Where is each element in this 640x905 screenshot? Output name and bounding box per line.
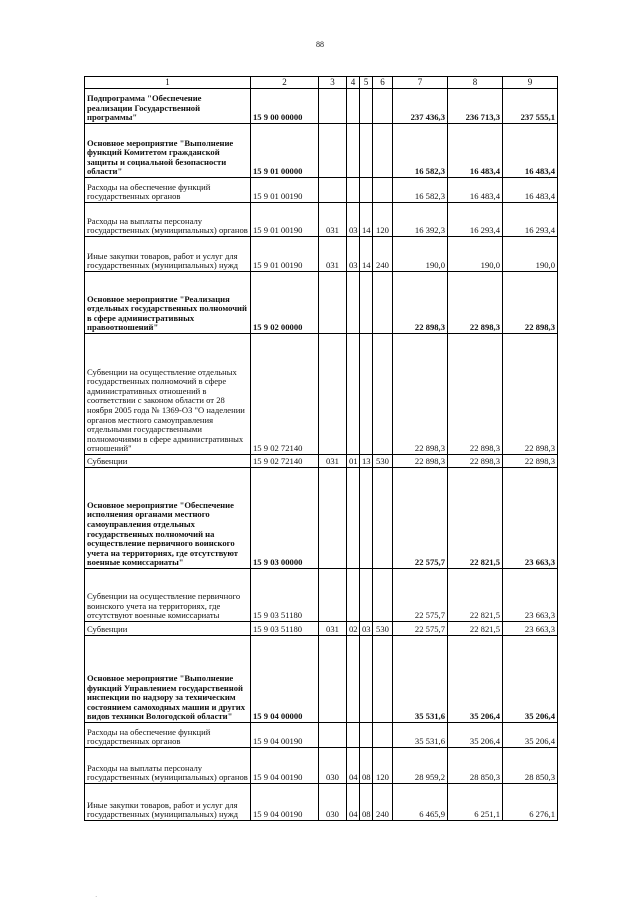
row-amount-cell: 22 575,7 xyxy=(393,569,448,622)
row-name-cell: Иные закупки товаров, работ и услуг для государственных (муниципальных) нужд xyxy=(85,237,251,272)
row-expense-type-cell: 240 xyxy=(373,237,393,272)
row-ministry-cell xyxy=(319,468,347,569)
row-section-cell xyxy=(347,468,360,569)
row-subsection-cell: 14 xyxy=(360,203,373,237)
column-number-cell: 7 xyxy=(393,77,448,89)
row-code-cell: 15 9 04 00190 xyxy=(251,784,319,821)
row-amount-cell: 35 206,4 xyxy=(503,636,558,723)
row-expense-type-cell xyxy=(373,569,393,622)
row-subsection-cell: 08 xyxy=(360,784,373,821)
row-amount-cell: 22 898,3 xyxy=(503,455,558,468)
table-row xyxy=(85,334,558,455)
row-name-cell: Подпрограмма "Обеспечение реализации Государственной программы" xyxy=(85,89,251,124)
row-name-cell: Субвенции xyxy=(85,455,251,468)
row-amount-cell: 22 898,3 xyxy=(448,272,503,334)
row-amount-cell: 237 436,3 xyxy=(393,89,448,124)
row-section-cell xyxy=(347,178,360,203)
column-number-cell: 8 xyxy=(448,77,503,89)
row-code-cell: 15 9 03 51180 xyxy=(251,569,319,622)
row-amount-cell: 190,0 xyxy=(448,237,503,272)
row-amount-cell: 6 251,1 xyxy=(448,784,503,821)
column-number-cell: 1 xyxy=(85,77,251,89)
row-expense-type-cell xyxy=(373,124,393,178)
row-code-cell: 15 9 02 72140 xyxy=(251,334,319,455)
row-amount-cell: 28 850,3 xyxy=(448,748,503,784)
row-subsection-cell xyxy=(360,723,373,748)
row-name-cell: Иные закупки товаров, работ и услуг для государственных (муниципальных) нужд xyxy=(85,784,251,821)
row-code-cell: 15 9 04 00190 xyxy=(251,723,319,748)
row-subsection-cell xyxy=(360,569,373,622)
row-ministry-cell xyxy=(319,569,347,622)
row-amount-cell: 22 898,3 xyxy=(393,455,448,468)
row-section-cell: 01 xyxy=(347,455,360,468)
row-ministry-cell: 030 xyxy=(319,748,347,784)
column-number-row xyxy=(85,77,558,89)
row-amount-cell: 16 483,4 xyxy=(448,178,503,203)
row-ministry-cell: 030 xyxy=(319,784,347,821)
row-amount-cell: 35 206,4 xyxy=(448,723,503,748)
row-expense-type-cell xyxy=(373,334,393,455)
row-expense-type-cell xyxy=(373,178,393,203)
row-ministry-cell xyxy=(319,124,347,178)
table-row xyxy=(85,89,558,124)
row-expense-type-cell: 240 xyxy=(373,784,393,821)
row-expense-type-cell xyxy=(373,89,393,124)
row-code-cell: 15 9 03 00000 xyxy=(251,468,319,569)
row-amount-cell: 22 898,3 xyxy=(503,272,558,334)
row-code-cell: 15 9 01 00190 xyxy=(251,237,319,272)
row-ministry-cell xyxy=(319,178,347,203)
row-section-cell xyxy=(347,636,360,723)
row-amount-cell: 22 821,5 xyxy=(448,569,503,622)
row-code-cell: 15 9 01 00000 xyxy=(251,124,319,178)
table-row xyxy=(85,237,558,272)
row-expense-type-cell: 530 xyxy=(373,455,393,468)
table-row xyxy=(85,468,558,569)
row-subsection-cell xyxy=(360,178,373,203)
row-amount-cell: 22 898,3 xyxy=(448,455,503,468)
row-subsection-cell xyxy=(360,89,373,124)
row-amount-cell: 16 582,3 xyxy=(393,178,448,203)
row-section-cell: 03 xyxy=(347,203,360,237)
row-ministry-cell xyxy=(319,334,347,455)
row-amount-cell: 28 850,3 xyxy=(503,748,558,784)
table-row xyxy=(85,124,558,178)
row-name-cell: Расходы на выплаты персоналу государственных (муниципальных) органов xyxy=(85,203,251,237)
row-ministry-cell: 031 xyxy=(319,203,347,237)
row-amount-cell: 22 898,3 xyxy=(448,334,503,455)
row-subsection-cell: 08 xyxy=(360,748,373,784)
row-amount-cell: 6 276,1 xyxy=(503,784,558,821)
row-name-cell: Субвенции на осуществление отдельных государственных полномочий в сфере административных отношений в соответствии с законом области от 28 ноября 2005 года № 1369-ОЗ "О наделении органов местного самоуправления отдельными государственными полномочиями в сфере административных отношений" xyxy=(85,334,251,455)
row-amount-cell: 22 898,3 xyxy=(393,272,448,334)
row-code-cell: 15 9 02 72140 xyxy=(251,455,319,468)
row-subsection-cell xyxy=(360,636,373,723)
row-amount-cell: 16 293,4 xyxy=(503,203,558,237)
row-subsection-cell: 13 xyxy=(360,455,373,468)
row-amount-cell: 22 821,5 xyxy=(448,468,503,569)
row-amount-cell: 35 531,6 xyxy=(393,636,448,723)
row-amount-cell: 22 898,3 xyxy=(393,334,448,455)
row-code-cell: 15 9 01 00190 xyxy=(251,203,319,237)
row-expense-type-cell xyxy=(373,723,393,748)
row-amount-cell: 16 582,3 xyxy=(393,124,448,178)
row-expense-type-cell xyxy=(373,272,393,334)
row-amount-cell: 23 663,3 xyxy=(503,622,558,636)
column-number-cell: 4 xyxy=(347,77,360,89)
row-section-cell xyxy=(347,89,360,124)
table-row xyxy=(85,723,558,748)
row-expense-type-cell xyxy=(373,468,393,569)
row-name-cell: Субвенции xyxy=(85,622,251,636)
row-section-cell xyxy=(347,723,360,748)
row-amount-cell: 16 483,4 xyxy=(448,124,503,178)
row-amount-cell: 16 483,4 xyxy=(503,124,558,178)
row-name-cell: Основное мероприятие "Выполнение функций Управлением государственной инспекции по надзору за техническим состоянием самоходных машин и других видов техники Вологодской области" xyxy=(85,636,251,723)
table-row xyxy=(85,748,558,784)
row-expense-type-cell: 530 xyxy=(373,622,393,636)
row-section-cell: 02 xyxy=(347,622,360,636)
row-section-cell xyxy=(347,272,360,334)
row-amount-cell: 22 821,5 xyxy=(448,622,503,636)
row-amount-cell: 16 392,3 xyxy=(393,203,448,237)
row-name-cell: Основное мероприятие "Реализация отдельных государственных полномочий в сфере административных правоотношений" xyxy=(85,272,251,334)
row-amount-cell: 23 663,3 xyxy=(503,468,558,569)
table-row xyxy=(85,203,558,237)
scan-mark: · xyxy=(95,893,98,901)
row-amount-cell: 23 663,3 xyxy=(503,569,558,622)
row-section-cell xyxy=(347,124,360,178)
table-row xyxy=(85,622,558,636)
row-ministry-cell: 031 xyxy=(319,622,347,636)
row-amount-cell: 190,0 xyxy=(503,237,558,272)
row-name-cell: Расходы на выплаты персоналу государственных (муниципальных) органов xyxy=(85,748,251,784)
row-subsection-cell xyxy=(360,272,373,334)
table-row xyxy=(85,784,558,821)
table-row xyxy=(85,272,558,334)
row-subsection-cell xyxy=(360,124,373,178)
row-amount-cell: 35 206,4 xyxy=(448,636,503,723)
table-row xyxy=(85,636,558,723)
page-number: 88 xyxy=(316,40,324,49)
row-amount-cell: 22 575,7 xyxy=(393,468,448,569)
row-amount-cell: 28 959,2 xyxy=(393,748,448,784)
row-ministry-cell xyxy=(319,272,347,334)
row-expense-type-cell xyxy=(373,636,393,723)
row-section-cell: 04 xyxy=(347,748,360,784)
row-name-cell: Субвенции на осуществление первичного воинского учета на территориях, где отсутствуют военные комиссариаты xyxy=(85,569,251,622)
row-subsection-cell xyxy=(360,468,373,569)
row-subsection-cell: 14 xyxy=(360,237,373,272)
row-name-cell: Основное мероприятие "Выполнение функций Комитетом гражданской защиты и социальной безопасности области" xyxy=(85,124,251,178)
row-subsection-cell xyxy=(360,334,373,455)
budget-table xyxy=(84,76,558,821)
row-expense-type-cell: 120 xyxy=(373,748,393,784)
row-expense-type-cell: 120 xyxy=(373,203,393,237)
row-code-cell: 15 9 03 51180 xyxy=(251,622,319,636)
row-amount-cell: 35 531,6 xyxy=(393,723,448,748)
row-code-cell: 15 9 04 00190 xyxy=(251,748,319,784)
row-name-cell: Расходы на обеспечение функций государственных органов xyxy=(85,723,251,748)
table-body xyxy=(85,89,558,821)
table-row xyxy=(85,455,558,468)
row-amount-cell: 22 898,3 xyxy=(503,334,558,455)
row-ministry-cell: 031 xyxy=(319,237,347,272)
row-code-cell: 15 9 01 00190 xyxy=(251,178,319,203)
table-row xyxy=(85,569,558,622)
row-section-cell: 03 xyxy=(347,237,360,272)
row-amount-cell: 22 575,7 xyxy=(393,622,448,636)
row-section-cell xyxy=(347,569,360,622)
column-number-cell: 5 xyxy=(360,77,373,89)
row-amount-cell: 190,0 xyxy=(393,237,448,272)
row-ministry-cell xyxy=(319,636,347,723)
row-ministry-cell: 031 xyxy=(319,455,347,468)
row-code-cell: 15 9 02 00000 xyxy=(251,272,319,334)
table-row xyxy=(85,178,558,203)
row-amount-cell: 35 206,4 xyxy=(503,723,558,748)
column-number-cell: 6 xyxy=(373,77,393,89)
row-name-cell: Основное мероприятие "Обеспечение исполнения органами местного самоуправления отдельных государственных полномочий на осуществление первичного воинского учета на территориях, где отсутствуют военные комиссариаты" xyxy=(85,468,251,569)
row-name-cell: Расходы на обеспечение функций государственных органов xyxy=(85,178,251,203)
row-amount-cell: 6 465,9 xyxy=(393,784,448,821)
row-section-cell xyxy=(347,334,360,455)
row-amount-cell: 236 713,3 xyxy=(448,89,503,124)
row-subsection-cell: 03 xyxy=(360,622,373,636)
row-amount-cell: 16 293,4 xyxy=(448,203,503,237)
column-number-cell: 9 xyxy=(503,77,558,89)
row-ministry-cell xyxy=(319,723,347,748)
column-number-cell: 3 xyxy=(319,77,347,89)
row-code-cell: 15 9 04 00000 xyxy=(251,636,319,723)
row-amount-cell: 16 483,4 xyxy=(503,178,558,203)
row-code-cell: 15 9 00 00000 xyxy=(251,89,319,124)
row-section-cell: 04 xyxy=(347,784,360,821)
row-amount-cell: 237 555,1 xyxy=(503,89,558,124)
row-ministry-cell xyxy=(319,89,347,124)
column-number-cell: 2 xyxy=(251,77,319,89)
